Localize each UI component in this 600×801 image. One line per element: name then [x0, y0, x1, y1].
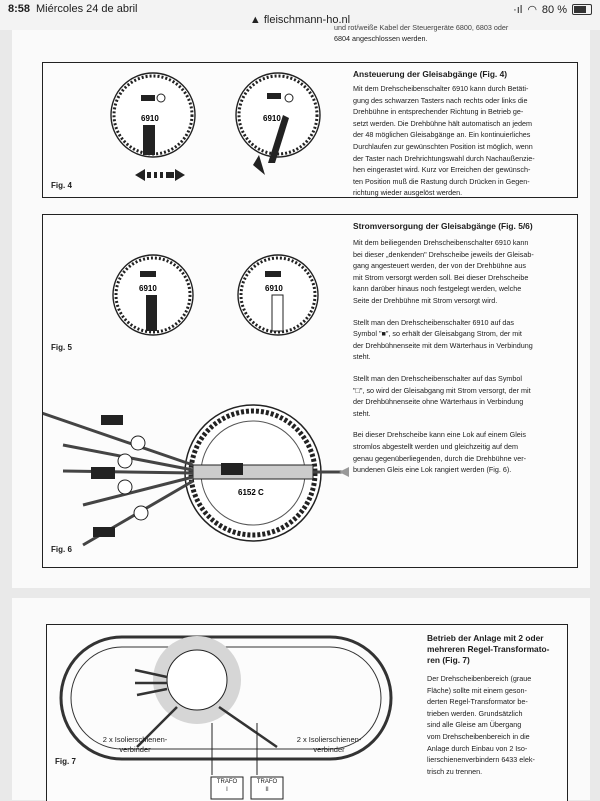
top-fragment-2: 6804 angeschlossen werden. — [334, 34, 428, 43]
fig4-body-line: hen eingerastet wird. Kurz vor Erreichen der gewünsch- — [353, 165, 531, 175]
dial-left-label: 6910 — [141, 114, 159, 123]
battery-percent: 80 % — [541, 3, 567, 16]
top-fragment-1: und rot/weiße Kabel der Steuergeräte 6800, 6803 oder — [334, 23, 509, 32]
isolator-right-label: 2 x Isolierschienen- verbinder — [296, 735, 362, 754]
fig7-body-line: sind alle Gleise am Übergang — [427, 720, 522, 730]
signal-icon: ·ıl — [513, 3, 523, 16]
fig56-paragraph-line: Bei dieser Drehscheibe kann eine Lok auf einem Gleis — [353, 430, 526, 440]
fig7-body-line: Anlage durch Einbau von 2 Iso- — [427, 743, 528, 753]
battery-icon — [572, 4, 592, 15]
fig56-paragraph — [353, 429, 569, 475]
fig5-fig6-illustration — [43, 215, 353, 555]
fig56-paragraph-line: bundenen Gleis eine Lok rangiert werden (Fig. 6). — [353, 465, 512, 475]
fig4-body-line: der Taster nach Drehrichtungswahl durch Nachaußenzie- — [353, 153, 535, 163]
fig4-body-line: gung des schwarzen Tasters nach rechts oder links die — [353, 95, 528, 105]
fig5-caption: Fig. 5 — [51, 343, 72, 352]
fig7-section — [46, 624, 568, 801]
fig56-paragraph-line: Stellt man den Drehscheibenschalter auf das Symbol — [353, 373, 522, 383]
direction-arrows — [135, 155, 265, 181]
fig4-section — [42, 62, 578, 198]
dial-right-label: 6910 — [263, 114, 281, 123]
url-text: fleischmann-ho.nl — [263, 14, 351, 26]
fig4-illustration — [43, 63, 343, 197]
turntable-label: 6152 C — [238, 488, 264, 497]
fig56-paragraph-line: Mit dem beiliegenden Drehscheibenschalter 6910 kann — [353, 238, 529, 247]
fig56-paragraph-line: steht. — [353, 352, 371, 362]
fig56-paragraph — [353, 237, 569, 307]
fig7-heading: Betrieb der Anlage mit 2 oder mehreren Regel-Transformato- ren (Fig. 7) — [427, 633, 550, 665]
fig56-paragraph-line: der Drehbühnenseite mit dem Wärterhaus in Verbindung — [353, 340, 533, 350]
fig56-paragraph-line: kann darüber hinaus noch festgelegt werden, welche — [353, 284, 522, 294]
fig56-body — [353, 237, 569, 486]
dial-left — [111, 73, 195, 157]
fig56-paragraph-line: der Drehbühnenseite ohne Wärterhaus in Verbindung — [353, 397, 524, 407]
date: Miércoles 24 de abril — [36, 3, 138, 15]
fig4-body-line: Mit dem Drehscheibenschalter 6910 kann durch Betäti- — [353, 84, 529, 93]
fig7-body-line: lierschienenverbindern 6433 elek- — [427, 755, 535, 765]
fig56-paragraph-line: Seite der Drehbühne mit Strom versorgt wird. — [353, 295, 498, 305]
fig4-body-line: der 48 möglichen Gleisabgänge an. Ein kontinuierliches — [353, 130, 531, 140]
dial-5-left-label: 6910 — [139, 284, 157, 293]
fig56-section — [42, 214, 578, 568]
dial-5-right — [238, 255, 318, 335]
trafo-2-label: TRAFO II — [256, 779, 278, 793]
fig4-heading: Ansteuerung der Gleisabgänge (Fig. 4) — [353, 69, 508, 79]
fig7-body-line: derten Regel-Transformator be- — [427, 697, 528, 707]
fig4-body-line: Drehbühne in entsprechender Richtung in Betrieb ge- — [353, 107, 524, 117]
fig7-body — [427, 673, 561, 777]
fig56-paragraph-line: steht. — [353, 408, 371, 418]
fig7-body-line: trieben werden. Grundsätzlich — [427, 708, 523, 718]
fig4-body-line: richtung wieder ausgelöst werden. — [353, 188, 463, 198]
document-page-1 — [12, 23, 590, 588]
wifi-icon: ◠ — [527, 4, 537, 16]
turntable-diagram — [43, 405, 353, 545]
trafo-1-label: TRAFO I — [216, 779, 238, 793]
dial-5-left — [113, 255, 193, 335]
fig7-body-line: Fläche) sollte mit einem geson- — [427, 685, 527, 695]
fig56-paragraph — [353, 317, 569, 363]
fig56-paragraph-line: Stellt man den Drehscheibenschalter 6910 auf das — [353, 317, 515, 327]
fig56-paragraph-line: mit Strom versorgt werden soll. Bei dieser Drehscheibe — [353, 272, 529, 282]
isolator-left-label: 2 x Isolierschienen- verbinder — [102, 735, 168, 754]
fig4-body-line: ten Position muß die Rastung durch Drücken in Gegen- — [353, 176, 530, 186]
fig56-paragraph-line: "□", so wird der Gleisabgang mit Strom versorgt, der mit — [353, 385, 531, 395]
fig7-body-line: vom Drehscheibenbereich in die — [427, 731, 530, 741]
lock-icon: ▲ — [249, 14, 261, 26]
dial-5-right-label: 6910 — [265, 284, 283, 293]
fig7-body-line: Der Drehscheibenbereich (graue — [427, 674, 532, 683]
fig7-illustration — [47, 625, 407, 801]
fig56-paragraph-line: bei dieser „denkenden" Drehscheibe jeweils der Gleisab- — [353, 249, 534, 259]
fig56-heading: Stromversorgung der Gleisabgänge (Fig. 5/6) — [353, 221, 533, 231]
fig4-body-line: Durchlaufen zur gewünschten Position ist möglich, wenn — [353, 141, 533, 151]
dial-right — [236, 73, 320, 163]
fig4-body-line: setzt werden. Die Drehbühne hält automatisch an jedem — [353, 118, 532, 128]
fig56-paragraph — [353, 373, 569, 419]
fig56-paragraph-line: Symbol "■", so erhält der Gleisabgang Strom, der mit — [353, 329, 522, 339]
fig4-body — [353, 83, 569, 199]
clock: 8:58 — [8, 3, 31, 15]
fig4-caption: Fig. 4 — [51, 181, 72, 190]
fig56-paragraph-line: genau gegenüberliegenden, durch die Drehbühne ver- — [353, 453, 527, 463]
fig56-paragraph-line: gang angesteuert werden, der von der Drehbühne aus — [353, 261, 527, 271]
fig6-caption: Fig. 6 — [51, 545, 72, 554]
fig7-caption: Fig. 7 — [55, 757, 76, 766]
fig56-paragraph-line: stromlos abgestellt werden und gleichzeitig auf dem — [353, 441, 519, 451]
fig7-body-line: trisch zu trennen. — [427, 766, 483, 776]
document-page-2 — [12, 598, 590, 800]
